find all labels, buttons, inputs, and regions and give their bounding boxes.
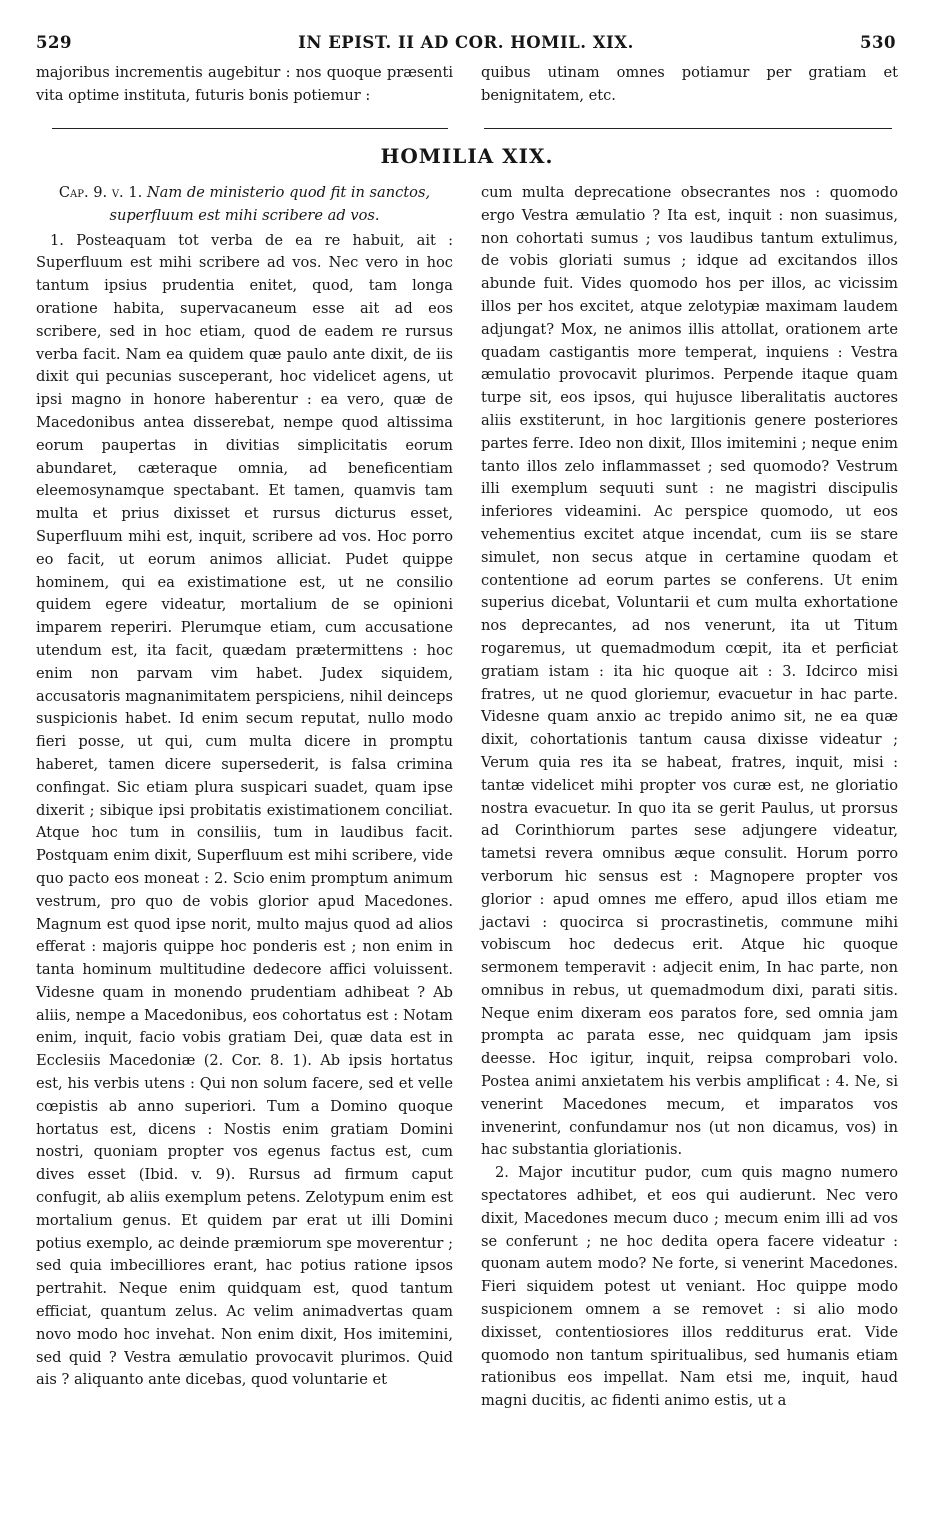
top-right-text: quibus utinam omnes potiamur per gratiam et benignitatem, etc. bbox=[481, 64, 898, 104]
top-left-continuation bbox=[36, 62, 453, 108]
page-number-right: 530 bbox=[860, 33, 896, 52]
chapter-summary bbox=[36, 182, 453, 228]
right-column bbox=[481, 182, 898, 1413]
right-paragraph-2: 2. Major incutitur pudor, cum quis magno numero spectatores adhibet, et eos qui audierunt. Nec vero dixit, Macedones mecum duco ; mecum enim illi ad vos se conferunt ; ne hoc dedita opera facere videatur : quonam autem modo? Ne forte, si venerint Macedones. Fieri siquidem potest ut veniant. Hoc quippe modo suspicionem omnem a se removet : si alio modo dixisset, contentiosiores illos redditurus erat. Vide quomodo non tantum spiritualibus, sed humanis etiam rationibus eos impellat. Nam etsi me, inquit, haud magni ducitis, ac fidenti animo estis, ut a bbox=[481, 1164, 898, 1410]
chapter-verse-text: Nam de ministerio quod fit in sanctos, superfluum est mihi scribere ad vos. bbox=[109, 184, 431, 224]
page-number-left: 529 bbox=[36, 33, 72, 52]
divider-left bbox=[52, 128, 448, 129]
top-left-text: majoribus incrementis augebitur : nos quoque præsenti vita optime instituta, futuris bonis potiemur : bbox=[36, 64, 453, 104]
top-right-continuation bbox=[481, 62, 898, 108]
divider-right bbox=[484, 128, 892, 129]
running-title: IN EPIST. II AD COR. HOMIL. XIX. bbox=[298, 33, 634, 52]
running-head bbox=[36, 33, 896, 57]
left-paragraph: 1. Posteaquam tot verba de ea re habuit, ait : Superfluum est mihi scribere ad vos. Nec vero in hoc tantum ipsius prudentia enitet, quod, tam longa oratione habita, supervacaneum esse ait ad eos scribere, sed in hoc etiam, quod de eadem re rursus verba facit. Nam ea quidem quæ paulo ante dixit, de iis dixit qui pecunias susceperant, hoc videlicet agens, ut ipsi magno in honore haberentur : ea vero, quæ de Macedonibus antea disserebat, nempe quod altissima eorum paupertas in divitias simplicitatis eorum abundaret, cæteraque omnia, ad beneficentiam eleemosynamque spectabant. Et tamen, quamvis tam multa et prius dixisset et rursus dicturus esset, Superfluum mihi est, inquit, scribere ad vos. Hoc porro eo facit, ut eorum animos alliciat. Pudet quippe hominem, qui ea existimatione est, ut ne consilio quidem egere videatur, mortalium de se opinioni imparem reperiri. Plerumque etiam, cum accusatione utendum est, ita facit, quædam prætermittens : hoc enim non parvam vim habet. Judex siquidem, accusatoris magnanimitatem perspiciens, nihil deinceps suspicionis habet. Id enim secum reputat, nullo modo fieri posse, ut qui, cum multa dicere in promptu haberet, tamen dicere supersederit, is falsa crimina confingat. Sic etiam plura suspicari suadet, quam ipse dixerit ; sibique ipsi probitatis existimationem conciliat. Atque hoc tum in consiliis, tum in laudibus facit. Postquam enim dixit, Superfluum est mihi scribere, vide quo pacto eos moneat : 2. Scio enim promptum animum vestrum, pro quo de vobis glorior apud Macedones. Magnum est quod ipse norit, multo majus quod ad alios efferat : majoris quippe hoc ponderis est ; non enim in tanta hominum multitudine dedecore affici voluissent. Videsne quam in monendo prudentiam adhibeat ? Ab aliis, nempe a Macedonibus, eos cohortatus est : Notam enim, inquit, facio vobis gratiam Dei, quæ data est in Ecclesiis Macedoniæ (2. Cor. 8. 1). Ab ipsis hortatus est, his verbis utens : Qui non solum facere, sed et velle cœpistis ab anno superiori. Tum a Domino quoque hortatus est, dicens : Nostis enim gratiam Domini nostri, quoniam propter vos egenus factus est, cum dives esset (Ibid. v. 9). Rursus ad firmum caput confugit, ab aliis exemplum petens. Zelotypum enim est mortalium genus. Et quidem par erat ut illi Domini potius exemplo, ac deinde præmiorum spe moverentur ; sed quia imbecilliores erant, hac potius ratione ipsos pertrahit. Neque enim quidquam est, quod tantum efficiat, quantum zelus. Ac velim animadvertas quam novo modo hoc invehat. Non enim dixit, Hos imitemini, sed quid ? Vestra æmulatio provocavit plurimos. Quid ais ? aliquanto ante dicebas, quod voluntarie et bbox=[36, 231, 453, 1389]
chapter-label: Cap. 9. v. 1. bbox=[58, 184, 143, 201]
left-column bbox=[36, 182, 453, 1392]
homily-title: HOMILIA XIX. bbox=[380, 144, 554, 168]
right-paragraph-1: cum multa deprecatione obsecrantes nos : quomodo ergo Vestra æmulatio ? Ita est, inquit : non suasimus, non cohortati sumus ; vos laudibus tantum extulimus, de vobis gloriati sumus ; idque ad excitandos illos abunde fuit. Vides quomodo hos per illos, ac vicissim illos per hos excitet, atque zelotypiæ maximam laudem adjungat? Mox, ne animos illis attollat, orationem arte quadam castigantis more temperat, inquiens : Vestra æmulatio provocavit plurimos. Perpende itaque quam turpe sit, eos ipsos, qui hujusce liberalitatis auctores aliis exstiterunt, in hoc largitionis genere posteriores partes ferre. Ideo non dixit, Illos imitemini ; neque enim tanto illos zelo inflammasset ; sed quomodo? Vestrum illi exemplum sequuti sunt : ne magistri discipulis inferiores videamini. Ac perspice quomodo, ut eos vehementius excitet atque incendat, cum iis se stare simulet, non secus atque in certamine quodam et contentione ad eorum partes se conferens. Ut enim superius dicebat, Voluntarii et cum multa exhortatione nos deprecantes, ad nos venerunt, ita ut Titum rogaremus, ut quemadmodum cœpit, ita et perficiat gratiam istam : ita hic quoque ait : 3. Idcirco misi fratres, ut ne quod gloriemur, evacuetur in hac parte. Videsne quam anxio ac trepido animo sit, ne ea quæ dixit, cohortationis tantum causa dixisse videatur ; Verum quia res ita se habeat, fratres, inquit, misi : tantæ videlicet mihi propter vos curæ est, ne gloriatio nostra evacuetur. In quo ita se gerit Paulus, ut prorsus ad Corinthiorum partes sese adjungere videatur, tametsi revera omnibus æque consulit. Horum porro verborum hic sensus est : Magnopere propter vos glorior : apud omnes me effero, apud illos etiam me jactavi : quocirca si procrastinetis, commune mihi vobiscum hoc dedecus erit. Atque hic quoque sermonem temperavit : adjecit enim, In hac parte, non omnibus in rebus, ut quemadmodum dixi, parati sitis. Neque enim dixeram eos paratos fore, sed omnia jam prompta ac parata esse, nec quidquam jam ipsis deesse. Hoc igitur, inquit, reipsa comprobari volo. Postea animi anxietatem his verbis amplificat : 4. Ne, si venerint Macedones mecum, et imparatos vos invenerint, confundamur nos (ut non dicamus, vos) in hac substantia gloriationis. bbox=[481, 184, 898, 1159]
